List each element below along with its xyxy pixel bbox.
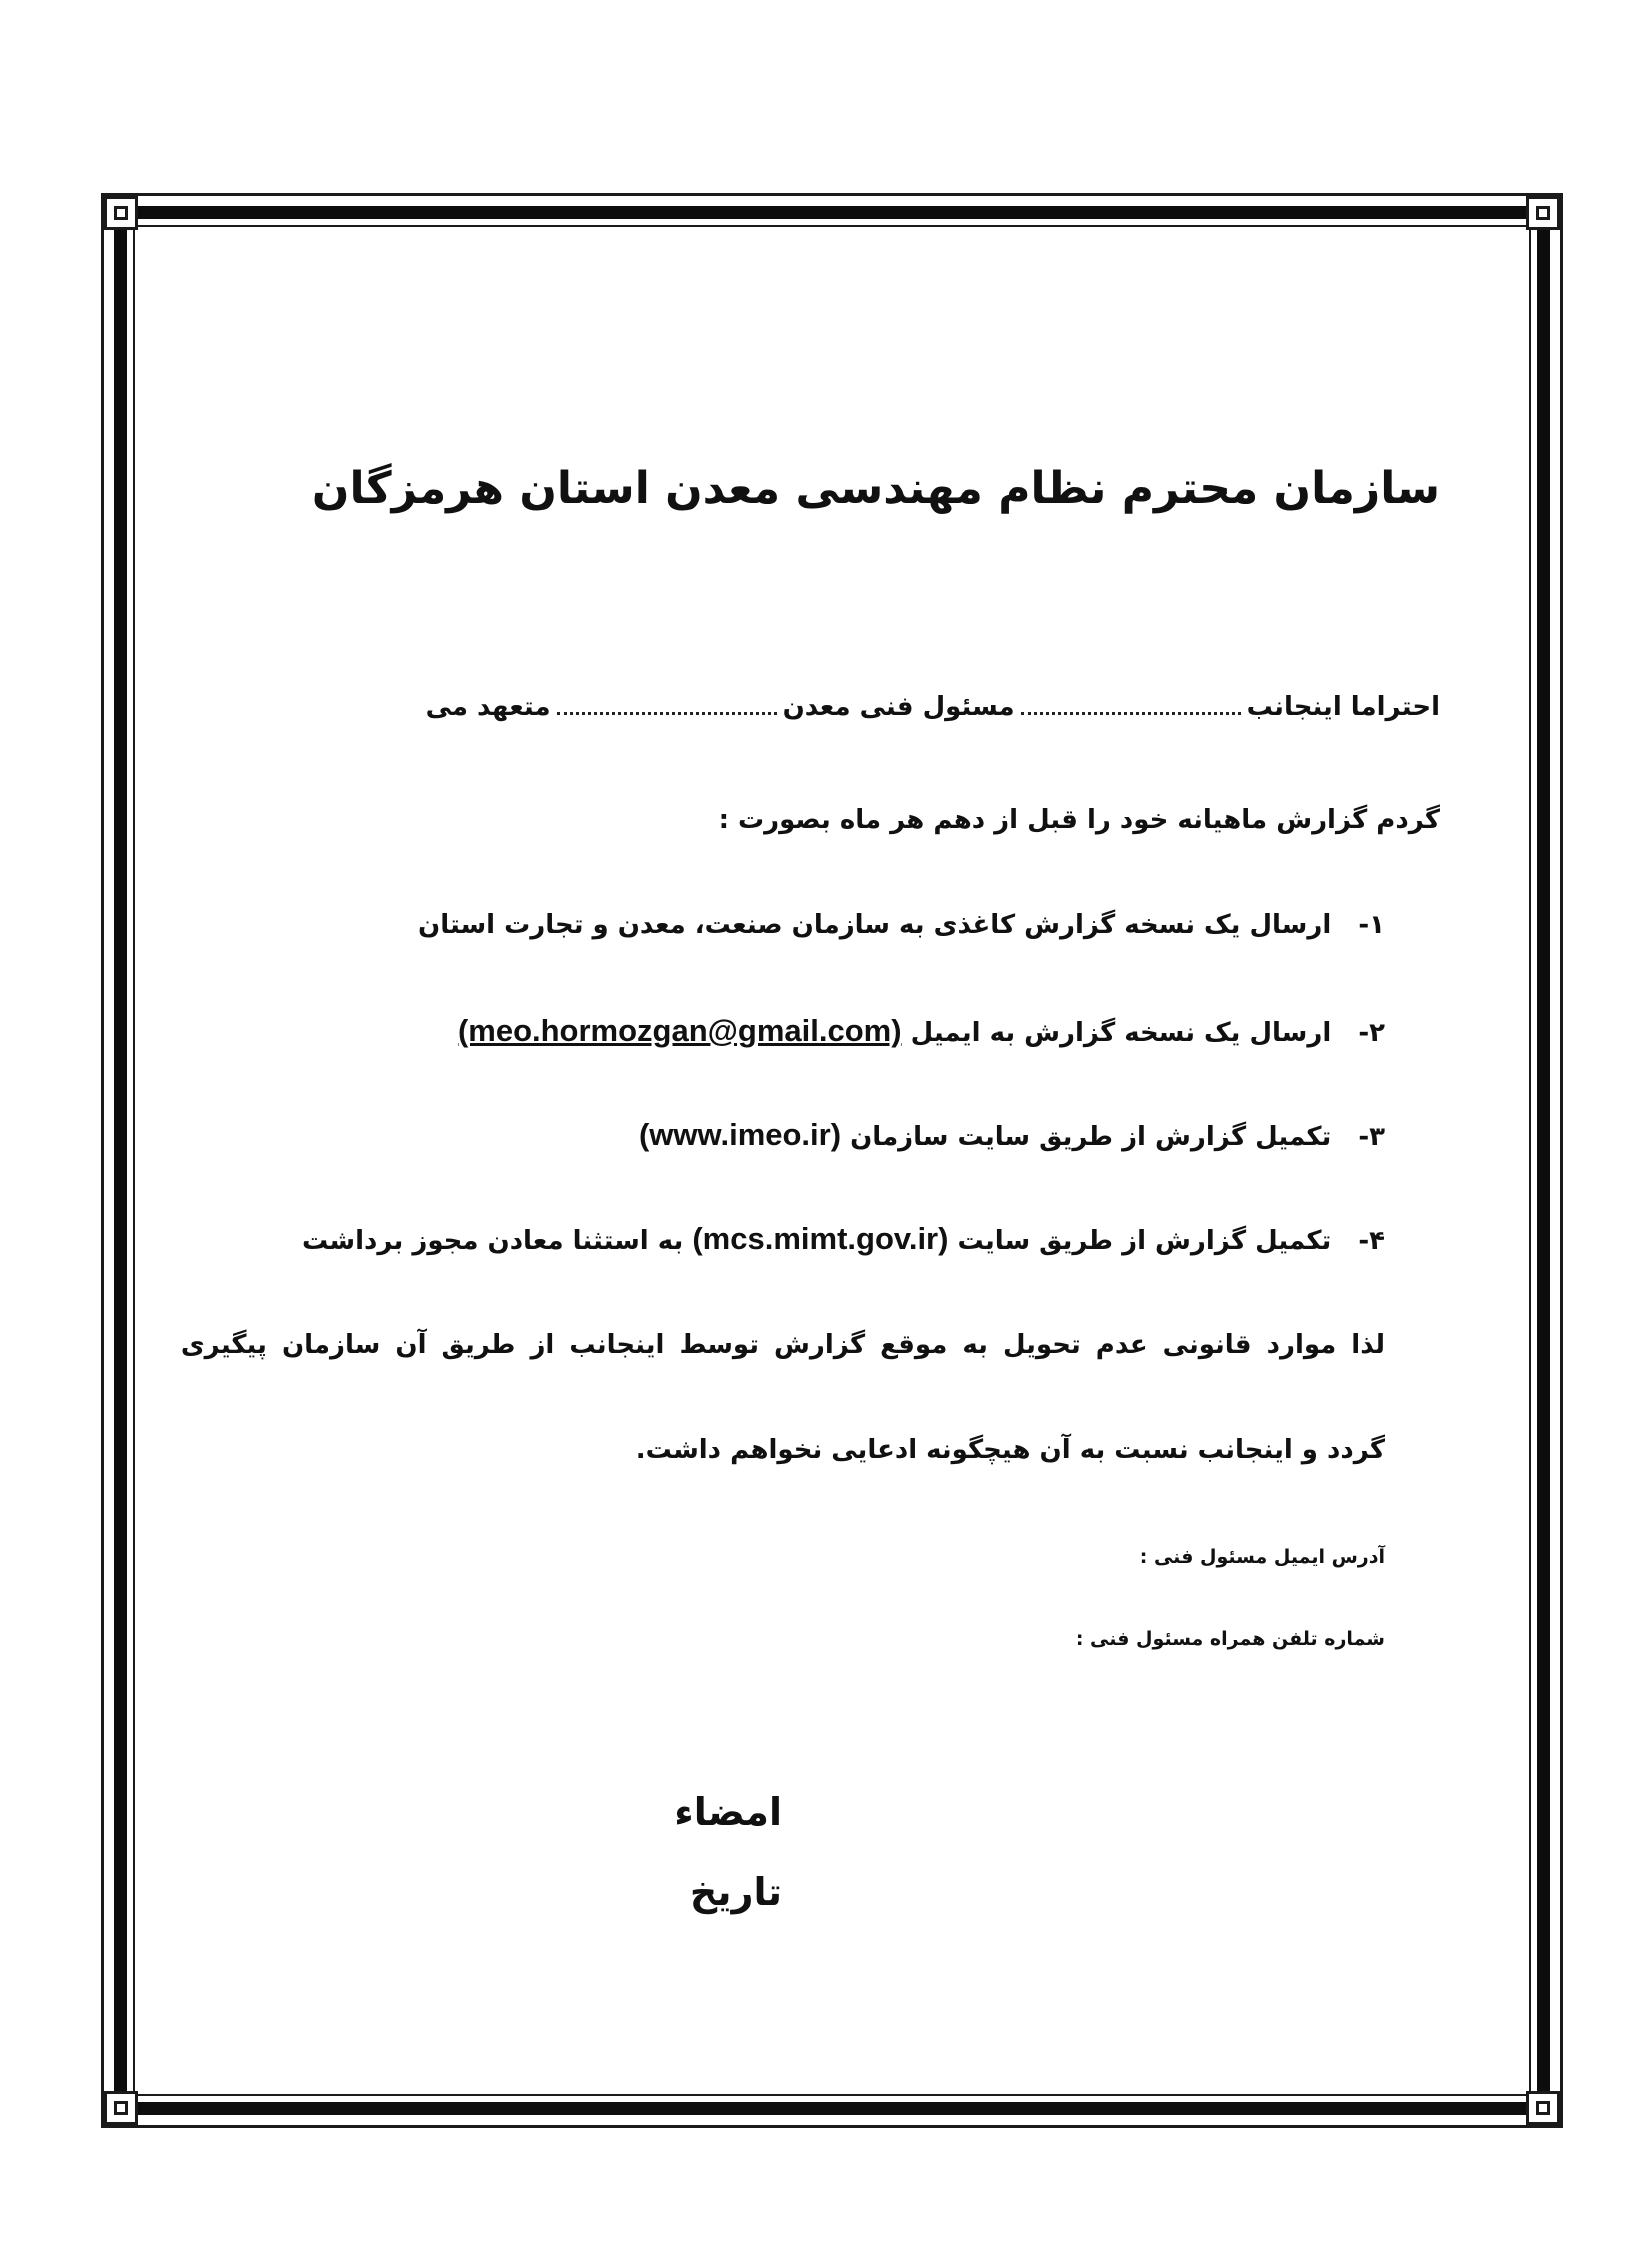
list-item-4-suffix: به استثنا معادن مجوز برداشت	[302, 1226, 684, 1256]
name-blank[interactable]	[1021, 708, 1241, 715]
corner-ornament-bottom-left	[104, 2091, 138, 2125]
corner-ornament-top-right	[1526, 196, 1560, 230]
letter-title: سازمان محترم نظام مهندسی معدن استان هرمزگان	[311, 463, 1440, 514]
list-item-1	[418, 910, 1385, 940]
list-item-3-number: ۳-	[1358, 1122, 1385, 1152]
date-label: تاریخ	[689, 1870, 782, 1914]
list-item-3	[639, 1117, 1385, 1153]
signature-label: امضاء	[674, 1790, 782, 1834]
list-item-2-text: ارسال یک نسخه گزارش به ایمیل	[910, 1018, 1332, 1048]
closing-line-1: لذا موارد قانونی عدم تحویل به موقع گزارش توسط اینجانب از طریق آن سازمان پیگیری	[180, 1330, 1385, 1360]
list-item-3-text: تکمیل گزارش از طریق سایت سازمان	[850, 1122, 1332, 1152]
report-instruction-line: گردم گزارش ماهیانه خود را قبل از دهم هر ماه بصورت :	[718, 805, 1440, 835]
intro-part-2: مسئول فنی معدن	[782, 692, 1015, 722]
list-item-4-number: ۴-	[1358, 1226, 1385, 1256]
closing-line-2: گردد و اینجانب نسبت به آن هیچگونه ادعایی نخواهم داشت.	[635, 1435, 1385, 1465]
mine-name-blank[interactable]	[557, 708, 777, 715]
list-item-1-text: ارسال یک نسخه گزارش کاغذی به سازمان صنعت، معدن و تجارت استان	[418, 910, 1332, 940]
email-link[interactable]: (meo.hormozgan@gmail.com)	[457, 1013, 902, 1048]
list-item-4	[302, 1221, 1385, 1257]
list-item-2-number: ۲-	[1358, 1018, 1385, 1048]
imeo-site-link[interactable]: (www.imeo.ir)	[638, 1117, 842, 1152]
corner-ornament-bottom-right	[1526, 2091, 1560, 2125]
list-item-1-number: ۱-	[1358, 910, 1385, 940]
intro-part-3: متعهد می	[425, 692, 551, 722]
list-item-2	[458, 1013, 1385, 1049]
list-item-4-text: تکمیل گزارش از طریق سایت	[957, 1226, 1332, 1256]
mcs-site-link[interactable]: (mcs.mimt.gov.ir)	[692, 1221, 949, 1256]
email-address-label: آدرس ایمیل مسئول فنی :	[1139, 1546, 1385, 1568]
intro-line	[426, 692, 1440, 722]
corner-ornament-top-left	[104, 196, 138, 230]
phone-number-label: شماره تلفن همراه مسئول فنی :	[1075, 1628, 1385, 1650]
intro-part-1: احتراما اینجانب	[1246, 692, 1440, 722]
